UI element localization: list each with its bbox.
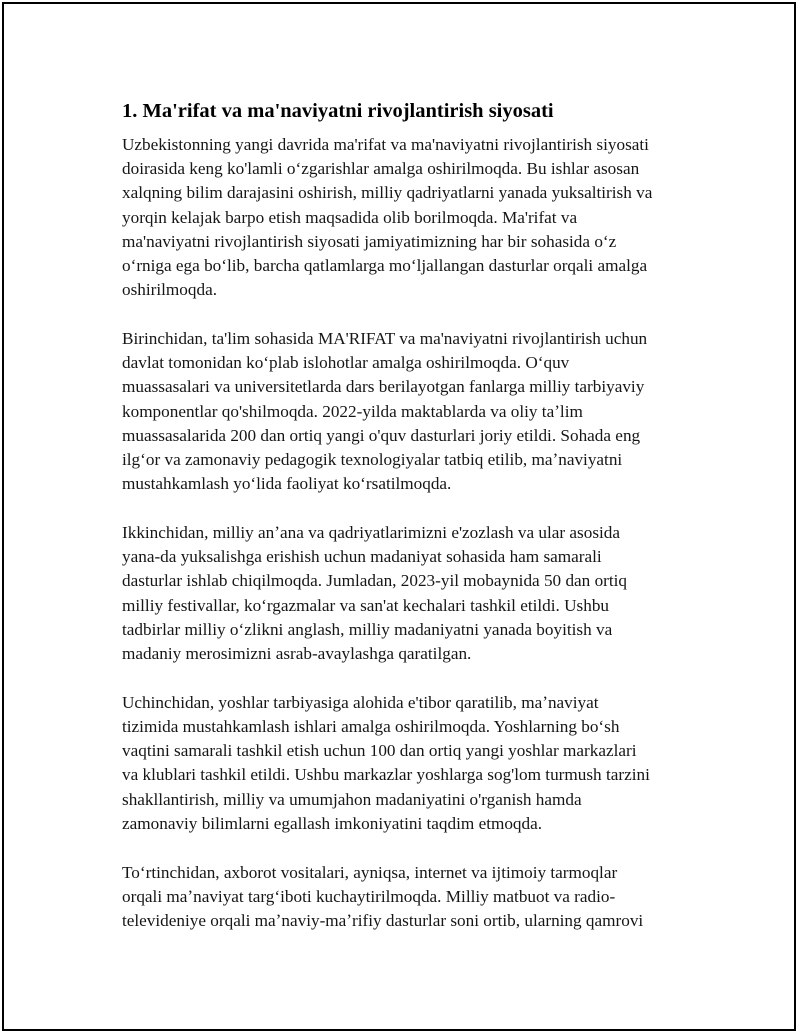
text-line: xalqning bilim darajasini oshirish, milliy qadriyatlarni yanada yuksaltirish va bbox=[122, 183, 653, 203]
text-line: ilgʻor va zamonaviy pedagogik texnologiyalar tatbiq etilib, maʼnaviyatni bbox=[122, 450, 623, 470]
text-line: yorqin kelajak barpo etish maqsadida olib borilmoqda. Ma'rifat va bbox=[122, 207, 578, 227]
text-line: va klublari tashkil etildi. Ushbu markazlar yoshlarga sog'lom turmush tarzini bbox=[122, 765, 650, 785]
text-line: zamonaviy bilimlarni egallash imkoniyatini taqdim etmoqda. bbox=[122, 813, 543, 833]
paragraph-1 bbox=[122, 133, 702, 302]
page-frame bbox=[2, 2, 796, 1031]
text-line: tadbirlar milliy oʻzlikni anglash, milliy madaniyatni yanada boyitish va bbox=[122, 619, 613, 639]
text-line: muassasalarida 200 dan ortiq yangi o'quv dasturlari joriy etildi. Sohada eng bbox=[122, 425, 641, 445]
text-line: milliy festivallar, koʻrgazmalar va san'at kechalari tashkil etildi. Ushbu bbox=[122, 595, 610, 615]
document-body bbox=[122, 97, 702, 958]
text-line: Ikkinchidan, milliy anʼana va qadriyatlarimizni e'zozlash va ular asosida bbox=[122, 523, 621, 543]
paragraph-4 bbox=[122, 691, 702, 836]
text-line: oʻrniga ega boʻlib, barcha qatlamlarga moʻljallangan dasturlar orqali amalga bbox=[122, 256, 648, 276]
text-line: Toʻrtinchidan, axborot vositalari, ayniqsa, internet va ijtimoiy tarmoqlar bbox=[122, 862, 618, 882]
text-line: orqali maʼnaviyat targʻiboti kuchaytirilmoqda. Milliy matbuot va radio- bbox=[122, 886, 616, 906]
paragraph-2 bbox=[122, 327, 702, 496]
text-line: davlat tomonidan koʻplab islohotlar amalga oshirilmoqda. Oʻquv bbox=[122, 353, 570, 373]
paragraph-5 bbox=[122, 861, 702, 934]
text-line: vaqtini samarali tashkil etish uchun 100 dan ortiq yangi yoshlar markazlari bbox=[122, 741, 637, 761]
text-line: muassasalari va universitetlarda dars berilayotgan fanlarga milliy tarbiyaviy bbox=[122, 377, 645, 397]
text-line: doirasida keng ko'lamli oʻzgarishlar amalga oshirilmoqda. Bu ishlar asosan bbox=[122, 159, 640, 179]
text-line: Uzbekistonning yangi davrida ma'rifat va ma'naviyatni rivojlantirish siyosati bbox=[122, 135, 649, 154]
text-line: madaniy merosimizni asrab-avaylashga qaratilgan. bbox=[122, 644, 472, 664]
text-line: yana-da yuksalishga erishish uchun madaniyat sohasida ham samarali bbox=[122, 547, 602, 567]
text-line: shakllantirish, milliy va umumjahon madaniyatini o'rganish hamda bbox=[122, 789, 582, 809]
section-title: 1. Ma'rifat va ma'naviyatni rivojlantirish siyosati bbox=[122, 100, 554, 122]
paragraph-3 bbox=[122, 521, 702, 666]
text-line: ma'naviyatni rivojlantirish siyosati jamiyatimizning har bir sohasida oʻz bbox=[122, 231, 617, 251]
text-line: televideniye orqali maʼnaviy-maʼrifiy dasturlar soni ortib, ularning qamrovi bbox=[122, 911, 644, 931]
text-line: mustahkamlash yoʻlida faoliyat koʻrsatilmoqda. bbox=[122, 474, 452, 494]
text-line: oshirilmoqda. bbox=[122, 280, 218, 300]
text-line: tizimida mustahkamlash ishlari amalga oshirilmoqda. Yoshlarning boʻsh bbox=[122, 717, 620, 737]
text-line: dasturlar ishlab chiqilmoqda. Jumladan, 2023-yil mobaynida 50 dan ortiq bbox=[122, 571, 628, 591]
text-line: Birinchidan, ta'lim sohasida MA'RIFAT va ma'naviyatni rivojlantirish uchun bbox=[122, 329, 648, 349]
text-line: Uchinchidan, yoshlar tarbiyasiga alohida e'tibor qaratilib, maʼnaviyat bbox=[122, 692, 599, 712]
text-line: komponentlar qo'shilmoqda. 2022-yilda maktablarda va oliy taʼlim bbox=[122, 401, 583, 421]
